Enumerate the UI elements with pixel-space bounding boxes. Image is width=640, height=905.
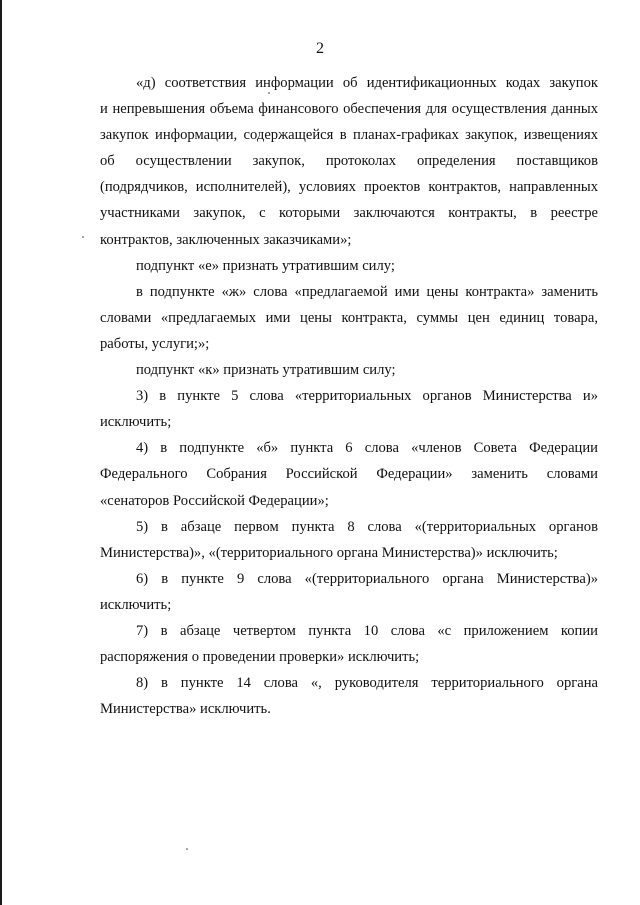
text-line: 4) в подпункте «б» пункта 6 слова «членов Совета Федерации (136, 440, 598, 457)
text-line: Министерства)», «(территориального органа Министерства)» исключить; (100, 544, 558, 561)
paragraph (100, 253, 598, 279)
text-line: закупок информации, содержащейся в планах-графиках закупок, извещениях (100, 127, 598, 144)
text-line: и непревышения объема финансового обеспечения для осуществления данных (100, 101, 598, 118)
text-line: «сенаторов Российской Федерации»; (100, 492, 329, 509)
scan-speck (268, 92, 270, 94)
text-line: словами «предлагаемых ими цены контракта, суммы цен единиц товара, (100, 309, 598, 326)
paragraph (100, 618, 598, 670)
text-line: участниками закупок, с которыми заключаются контракты, в реестре (100, 205, 598, 222)
paragraph (100, 70, 598, 253)
text-line: об осуществлении закупок, протоколах определения поставщиков (100, 153, 598, 170)
text-line: подпункт «к» признать утратившим силу; (136, 362, 396, 379)
text-line: исключить; (100, 414, 172, 431)
text-line: Министерства» исключить. (100, 701, 271, 718)
paragraph (100, 383, 598, 435)
scan-speck (186, 848, 188, 850)
text-line: 5) в абзаце первом пункта 8 слова «(территориальных органов (136, 518, 598, 535)
text-line: 3) в пункте 5 слова «территориальных органов Министерства и» (136, 388, 598, 405)
paragraph (100, 514, 598, 566)
text-line: 8) в пункте 14 слова «, руководителя территориального органа (136, 675, 598, 692)
paragraph (100, 435, 598, 513)
text-line: 7) в абзаце четвертом пункта 10 слова «с приложением копии (136, 622, 598, 639)
paragraph (100, 357, 598, 383)
text-line: «д) соответствия информации об идентификационных кодах закупок (136, 75, 598, 91)
text-line: в подпункте «ж» слова «предлагаемой ими цены контракта» заменить (136, 283, 598, 300)
scan-edge-left (0, 0, 2, 905)
document-body (100, 70, 598, 722)
text-line: (подрядчиков, исполнителей), условиях проектов контрактов, направленных (100, 179, 598, 196)
text-line: 6) в пункте 9 слова «(территориального органа Министерства)» (136, 570, 598, 587)
text-line: подпункт «е» признать утратившим силу; (136, 257, 395, 274)
page-number: 2 (316, 40, 324, 57)
text-line: распоряжения о проведении проверки» исключить; (100, 649, 420, 666)
scan-speck (82, 236, 84, 238)
paragraph (100, 279, 598, 357)
paragraph (100, 566, 598, 618)
text-line: работы, услуги;»; (100, 335, 210, 352)
paragraph (100, 670, 598, 722)
text-line: контрактов, заключенных заказчиками»; (100, 231, 352, 248)
text-line: Федерального Собрания Российской Федерации» заменить словами (100, 466, 598, 483)
text-line: исключить; (100, 596, 172, 613)
